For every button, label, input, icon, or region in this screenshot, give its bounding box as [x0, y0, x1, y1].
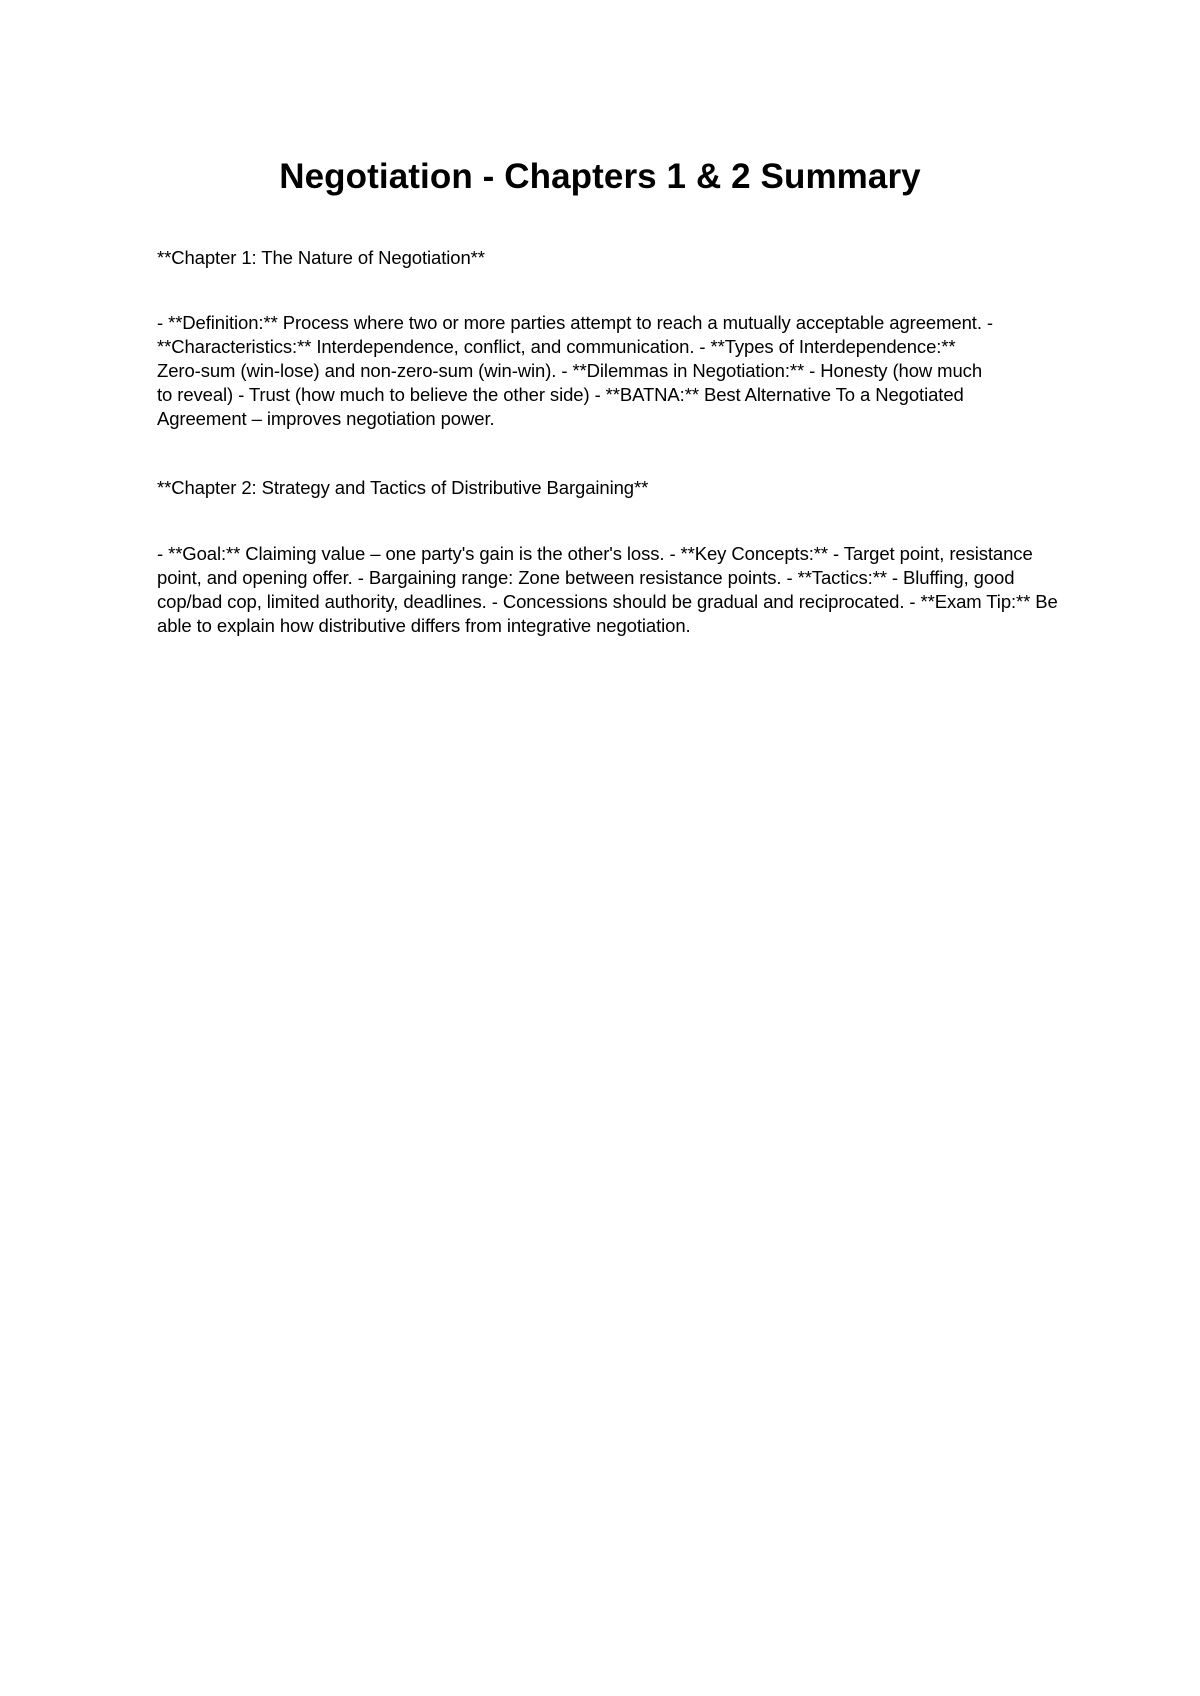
chapter-2-body: - **Goal:** Claiming value – one party's gain is the other's loss. - **Key Concepts:** - Target point, resistance point, and opening offer. - Bargaining range: Zone between resistance points. - **Tactics:** - Bluffing, good cop/bad cop, limited authority, deadlines. - Concessions should be gradual and reciprocated. - **Exam Tip:** Be able to explain how distributive differs from integrative negotiation.: [157, 543, 1058, 636]
chapter-1-body: - **Definition:** Process where two or more parties attempt to reach a mutually acceptable agreement. - **Characteristics:** Interdependence, conflict, and communication. - **Types of Interdependence:** Zero-sum (win-lose) and non-zero-sum (win-win). - **Dilemmas in Negotiation:** - Honesty (how much to reveal) - Trust (how much to believe the other side) - **BATNA:** Best Alternative To a Negotiated Agreement – improves negotiation power.: [157, 312, 993, 429]
chapter-1-heading: **Chapter 1: The Nature of Negotiation**: [157, 247, 485, 268]
document-title: Negotiation - Chapters 1 & 2 Summary: [279, 157, 921, 196]
chapter-2-heading: **Chapter 2: Strategy and Tactics of Distributive Bargaining**: [157, 477, 649, 498]
